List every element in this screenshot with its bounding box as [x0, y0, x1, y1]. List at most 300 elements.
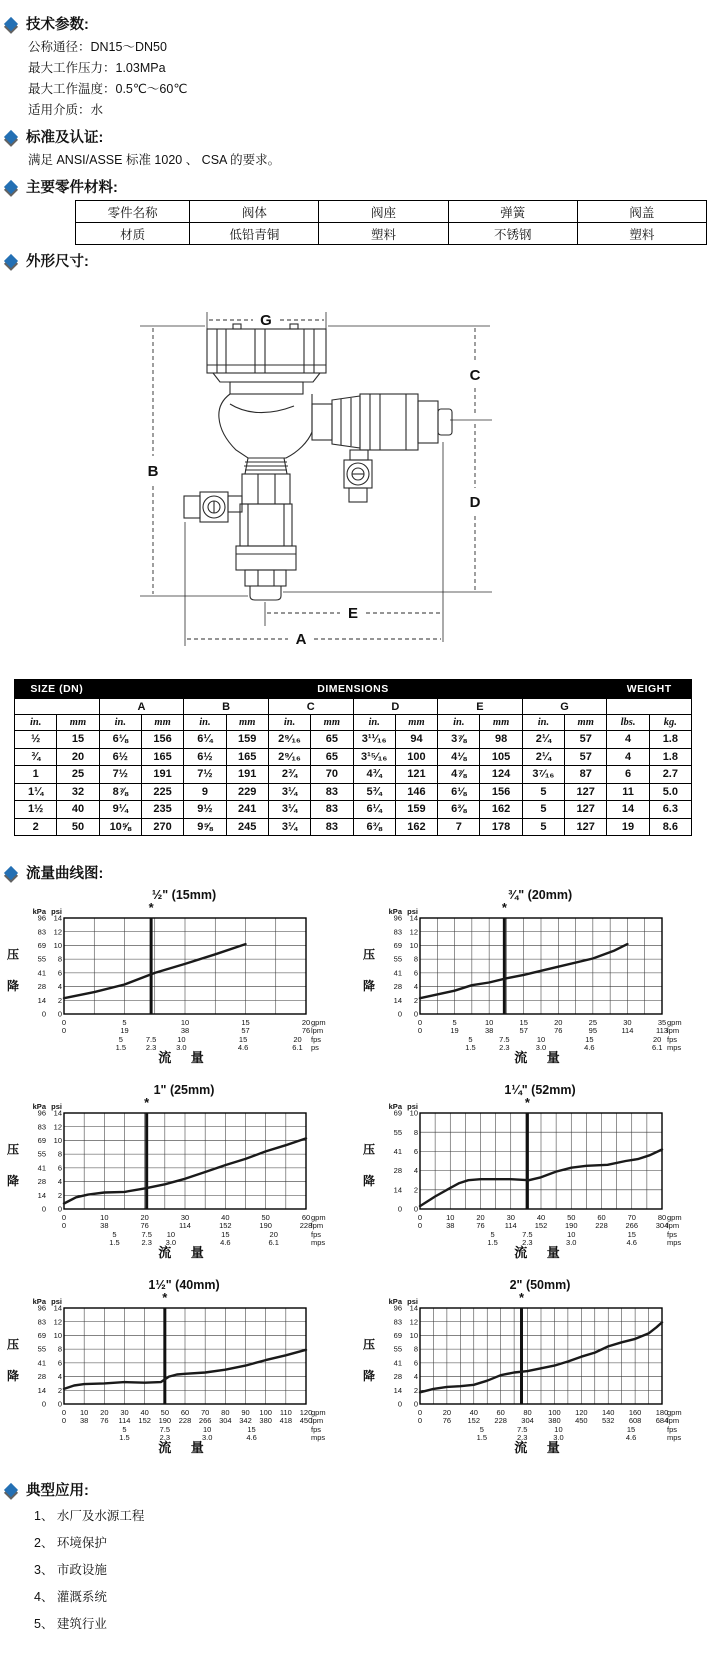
dim-table-cell: 1	[15, 766, 57, 784]
svg-text:5: 5	[468, 1035, 473, 1044]
svg-text:流 量: 流 量	[514, 1050, 568, 1065]
materials-table	[75, 200, 707, 245]
dim-table-cell: 4	[607, 748, 649, 766]
flow-charts-grid	[4, 886, 707, 1461]
svg-text:kPa: kPa	[32, 1102, 46, 1111]
svg-text:114: 114	[179, 1221, 191, 1230]
svg-text:10: 10	[484, 1018, 494, 1027]
svg-text:380: 380	[548, 1416, 561, 1425]
dim-table-cell: 121	[395, 766, 437, 784]
dim-label-d: D	[469, 494, 481, 511]
svg-text:0: 0	[61, 1213, 67, 1222]
dim-table-cell: in.	[522, 715, 564, 731]
svg-text:ps: ps	[311, 1043, 319, 1052]
svg-text:38: 38	[446, 1221, 455, 1230]
dim-table-cell: 87	[565, 766, 607, 784]
dim-table-cell: 7½	[184, 766, 226, 784]
svg-text:120: 120	[299, 1408, 313, 1417]
svg-text:76: 76	[554, 1026, 563, 1035]
chart-plot	[360, 902, 707, 1066]
svg-text:12: 12	[53, 927, 62, 937]
tech-param-line: 最大工作压力：1.03MPa	[28, 61, 166, 75]
svg-text:psi: psi	[51, 907, 62, 916]
materials-cell: 材质	[76, 223, 190, 245]
svg-text:55: 55	[37, 954, 46, 964]
dim-table-cell: 6½	[184, 748, 226, 766]
svg-text:7.5: 7.5	[145, 1035, 157, 1044]
dim-table-cell: 57	[565, 731, 607, 749]
svg-text:28: 28	[37, 982, 46, 992]
table-row	[15, 766, 692, 784]
svg-text:83: 83	[37, 1317, 46, 1327]
dim-table-cell: 94	[395, 731, 437, 749]
svg-text:2.3: 2.3	[159, 1433, 171, 1442]
svg-text:0: 0	[417, 1026, 423, 1035]
dim-table-cell: 165	[141, 748, 183, 766]
dim-table-cell: 5¾	[353, 783, 395, 801]
svg-text:7.5: 7.5	[499, 1035, 510, 1044]
svg-text:4.6: 4.6	[626, 1238, 637, 1247]
svg-text:5: 5	[112, 1230, 117, 1239]
dim-table-cell: 191	[226, 766, 268, 784]
svg-text:3.0: 3.0	[553, 1433, 564, 1442]
dim-table-cell: 245	[226, 818, 268, 836]
flow-chart-two-inch	[360, 1276, 707, 1461]
svg-text:15: 15	[627, 1230, 636, 1239]
dim-table-cell: 3⁷⁄₁₆	[522, 766, 564, 784]
dim-table-cell: in.	[99, 715, 141, 731]
dim-table-cell: 2⁹⁄₁₆	[268, 731, 310, 749]
valve-drawing-svg	[118, 274, 548, 666]
svg-text:532: 532	[601, 1416, 615, 1425]
svg-text:304: 304	[655, 1221, 669, 1230]
svg-text:76: 76	[301, 1026, 311, 1035]
svg-text:15: 15	[241, 1018, 250, 1027]
tech-param-line: 适用介质：水	[28, 103, 104, 117]
svg-text:14: 14	[409, 913, 418, 923]
svg-text:10: 10	[536, 1035, 546, 1044]
svg-text:228: 228	[299, 1221, 313, 1230]
dim-table-cell: 9¼	[99, 801, 141, 819]
svg-text:76: 76	[140, 1221, 149, 1230]
svg-text:5: 5	[452, 1018, 457, 1027]
svg-text:40: 40	[221, 1213, 230, 1222]
svg-text:38: 38	[484, 1026, 494, 1035]
dim-table-cell: in.	[268, 715, 310, 731]
svg-text:140: 140	[601, 1408, 615, 1417]
svg-text:0: 0	[417, 1416, 423, 1425]
dim-table-cell: C	[268, 699, 353, 715]
svg-text:2: 2	[57, 1385, 62, 1395]
svg-text:41: 41	[393, 1358, 402, 1368]
svg-text:4: 4	[413, 1166, 418, 1176]
svg-text:*: *	[148, 902, 154, 915]
svg-text:14: 14	[53, 913, 62, 923]
svg-text:76: 76	[100, 1416, 109, 1425]
svg-text:10: 10	[100, 1213, 109, 1222]
svg-text:7.5: 7.5	[516, 1425, 528, 1434]
svg-text:41: 41	[37, 1163, 46, 1173]
section-heading-materials	[6, 176, 707, 197]
svg-text:0: 0	[57, 1204, 62, 1214]
svg-text:6: 6	[57, 1358, 62, 1368]
materials-header-cell: 阀盖	[577, 201, 706, 223]
dim-table-cell: 2¾	[268, 766, 310, 784]
svg-text:kPa: kPa	[32, 907, 46, 916]
svg-text:8: 8	[57, 954, 62, 964]
svg-text:lpm: lpm	[311, 1416, 324, 1425]
dim-table-cell: 9½	[184, 801, 226, 819]
chart-plot	[360, 1292, 707, 1456]
svg-text:4: 4	[57, 982, 62, 992]
svg-text:15: 15	[221, 1230, 230, 1239]
svg-text:lpm: lpm	[667, 1221, 680, 1230]
svg-text:降: 降	[6, 1174, 20, 1188]
svg-text:38: 38	[79, 1416, 89, 1425]
dim-table-cell: 5	[522, 801, 564, 819]
svg-text:gpm: gpm	[311, 1018, 326, 1027]
svg-text:0: 0	[61, 1026, 67, 1035]
svg-text:69: 69	[37, 941, 46, 951]
flow-chart-one-quarter-inch	[360, 1081, 707, 1266]
dim-table-cell: 6.3	[649, 801, 691, 819]
dim-table-cell: 5	[522, 783, 564, 801]
svg-text:12: 12	[409, 1317, 418, 1327]
dim-table-cell: ¾	[15, 748, 57, 766]
svg-text:fps: fps	[311, 1230, 322, 1239]
svg-text:fps: fps	[667, 1425, 678, 1434]
svg-text:180: 180	[655, 1408, 669, 1417]
svg-text:55: 55	[37, 1149, 46, 1159]
svg-text:8: 8	[57, 1344, 62, 1354]
svg-text:228: 228	[178, 1416, 192, 1425]
svg-text:190: 190	[158, 1416, 172, 1425]
svg-text:5: 5	[122, 1018, 127, 1027]
svg-text:8: 8	[413, 1127, 418, 1137]
table-row	[15, 783, 692, 801]
svg-text:96: 96	[37, 1303, 46, 1313]
standards-body	[28, 150, 707, 171]
svg-text:6: 6	[413, 968, 418, 978]
svg-text:4.6: 4.6	[237, 1043, 249, 1052]
svg-text:5: 5	[490, 1230, 495, 1239]
svg-text:3.0: 3.0	[176, 1043, 187, 1052]
svg-text:10: 10	[53, 1136, 62, 1146]
svg-text:96: 96	[393, 1303, 402, 1313]
svg-text:80: 80	[523, 1408, 532, 1417]
svg-text:14: 14	[37, 995, 46, 1005]
svg-text:1.5: 1.5	[487, 1238, 498, 1247]
dimensions-table	[14, 679, 692, 836]
svg-text:228: 228	[494, 1416, 507, 1425]
dim-table-cell: 8.6	[649, 818, 691, 836]
dim-table-cell: mm	[480, 715, 522, 731]
dim-table-cell: 25	[57, 766, 99, 784]
dim-table-cell: 3⅞	[438, 731, 480, 749]
svg-text:*: *	[501, 902, 507, 915]
chart-title: ¾" (20mm)	[507, 888, 573, 902]
svg-text:110: 110	[279, 1408, 292, 1417]
svg-text:6: 6	[413, 1358, 418, 1368]
svg-text:83: 83	[393, 1317, 402, 1327]
diamond-bullet-icon	[4, 865, 18, 879]
dim-label-c: C	[469, 367, 481, 384]
svg-text:80: 80	[657, 1213, 667, 1222]
svg-text:20: 20	[652, 1035, 662, 1044]
svg-text:6.1: 6.1	[651, 1043, 663, 1052]
dim-table-cell: mm	[57, 715, 99, 731]
dim-table-cell	[15, 699, 100, 715]
section-title: 典型应用:	[26, 1483, 89, 1499]
svg-text:15: 15	[519, 1018, 528, 1027]
svg-text:152: 152	[467, 1416, 481, 1425]
svg-text:20: 20	[100, 1408, 109, 1417]
materials-cell: 低铅青铜	[190, 223, 319, 245]
svg-text:35: 35	[657, 1018, 667, 1027]
section-title: 流量曲线图:	[26, 866, 104, 882]
svg-text:4: 4	[413, 1372, 418, 1382]
svg-text:gpm: gpm	[667, 1408, 682, 1417]
table-row	[76, 201, 707, 223]
svg-text:10: 10	[409, 1331, 418, 1341]
svg-text:12: 12	[409, 927, 418, 937]
svg-text:4: 4	[413, 982, 418, 992]
svg-text:80: 80	[221, 1408, 230, 1417]
dim-table-cell: 14	[607, 801, 649, 819]
svg-text:6: 6	[57, 1163, 62, 1173]
svg-text:1.5: 1.5	[115, 1043, 127, 1052]
svg-text:7.5: 7.5	[141, 1230, 152, 1239]
svg-text:0: 0	[417, 1213, 423, 1222]
svg-text:41: 41	[393, 1147, 402, 1156]
svg-text:57: 57	[241, 1026, 250, 1035]
materials-header-cell: 阀体	[190, 201, 319, 223]
svg-text:mps: mps	[667, 1433, 682, 1442]
dim-table-cell: 191	[141, 766, 183, 784]
chart-plot	[360, 1097, 707, 1261]
svg-text:69: 69	[37, 1136, 46, 1146]
svg-text:kPa: kPa	[32, 1297, 46, 1306]
list-item: 5、 建筑行业	[34, 1617, 107, 1631]
svg-text:38: 38	[100, 1221, 109, 1230]
svg-text:96: 96	[37, 1108, 46, 1118]
svg-text:14: 14	[53, 1108, 62, 1118]
dim-table-cell: in.	[15, 715, 57, 731]
materials-header-cell: 阀座	[319, 201, 448, 223]
section-heading-flow-charts	[6, 862, 707, 883]
dim-table-cell: 19	[607, 818, 649, 836]
svg-text:kPa: kPa	[388, 907, 402, 916]
svg-text:14: 14	[53, 1303, 62, 1313]
list-item: 4、 灌溉系统	[34, 1590, 107, 1604]
svg-text:41: 41	[37, 968, 46, 978]
svg-text:2: 2	[57, 1190, 62, 1200]
dim-table-cell: 50	[57, 818, 99, 836]
svg-text:0: 0	[417, 1408, 423, 1417]
dim-table-cell: 162	[480, 801, 522, 819]
svg-text:190: 190	[564, 1221, 578, 1230]
standards-line: 满足 ANSI/ASSE 标准 1020 、 CSA 的要求。	[28, 153, 281, 167]
svg-text:69: 69	[393, 941, 402, 951]
svg-text:69: 69	[37, 1331, 46, 1341]
svg-text:41: 41	[37, 1358, 46, 1368]
svg-text:20: 20	[442, 1408, 452, 1417]
dim-table-cell: mm	[311, 715, 353, 731]
dim-table-cell: 57	[565, 748, 607, 766]
svg-text:4.6: 4.6	[625, 1433, 637, 1442]
dim-table-cell: 65	[311, 731, 353, 749]
svg-text:28: 28	[393, 1166, 402, 1176]
dim-table-cell: mm	[141, 715, 183, 731]
chart-plot	[4, 1097, 351, 1261]
dim-table-cell: 105	[480, 748, 522, 766]
svg-text:55: 55	[393, 1127, 402, 1137]
svg-text:*: *	[162, 1292, 168, 1305]
dim-table-cell: 3¹⁵⁄₁₆	[353, 748, 395, 766]
section-heading-standards	[6, 126, 707, 147]
svg-text:0: 0	[57, 1009, 62, 1019]
tech-params-list	[28, 37, 707, 121]
svg-text:76: 76	[442, 1416, 452, 1425]
svg-text:3.0: 3.0	[566, 1238, 577, 1247]
svg-text:10: 10	[409, 1108, 418, 1118]
svg-text:fps: fps	[667, 1230, 678, 1239]
dim-table-cell: 11	[607, 783, 649, 801]
svg-text:压: 压	[362, 1337, 376, 1352]
svg-text:psi: psi	[407, 1297, 418, 1306]
svg-text:57: 57	[519, 1026, 528, 1035]
svg-text:2: 2	[57, 995, 62, 1005]
svg-text:0: 0	[61, 1221, 67, 1230]
flow-chart-three-quarter-inch	[360, 886, 707, 1071]
dim-table-cell: 235	[141, 801, 183, 819]
svg-text:gpm: gpm	[667, 1018, 682, 1027]
svg-text:30: 30	[180, 1213, 190, 1222]
svg-text:3.0: 3.0	[201, 1433, 213, 1442]
svg-text:114: 114	[118, 1416, 131, 1425]
dim-table-cell: 3¼	[268, 783, 310, 801]
svg-text:25: 25	[588, 1018, 598, 1027]
svg-text:113: 113	[656, 1026, 668, 1035]
svg-text:fps: fps	[311, 1425, 322, 1434]
dim-table-cell: mm	[226, 715, 268, 731]
dim-table-cell: 15	[57, 731, 99, 749]
section-title: 主要零件材料:	[26, 180, 118, 196]
svg-text:20: 20	[269, 1230, 278, 1239]
dim-table-cell: 127	[565, 801, 607, 819]
svg-text:流 量: 流 量	[158, 1050, 212, 1065]
svg-text:降: 降	[362, 979, 376, 993]
dim-table-cell: E	[438, 699, 523, 715]
svg-text:mps: mps	[311, 1433, 326, 1442]
svg-text:0: 0	[397, 1204, 402, 1214]
materials-cell: 塑料	[577, 223, 706, 245]
dim-table-cell: DIMENSIONS	[99, 680, 607, 699]
dim-table-cell: 5	[522, 818, 564, 836]
dim-table-cell: 2	[15, 818, 57, 836]
svg-text:50: 50	[567, 1213, 576, 1222]
svg-text:69: 69	[393, 1108, 402, 1118]
svg-text:30: 30	[506, 1213, 515, 1222]
svg-text:50: 50	[160, 1408, 170, 1417]
svg-text:10: 10	[166, 1230, 176, 1239]
dim-table-cell: 2⁹⁄₁₆	[268, 748, 310, 766]
svg-text:69: 69	[393, 1331, 402, 1341]
dim-table-cell: 156	[141, 731, 183, 749]
section-heading-tech-params	[6, 13, 707, 34]
svg-text:152: 152	[534, 1221, 548, 1230]
dim-table-cell: 146	[395, 783, 437, 801]
dim-label-a: A	[295, 631, 307, 648]
svg-text:流 量: 流 量	[514, 1440, 568, 1455]
svg-text:120: 120	[575, 1408, 588, 1417]
svg-text:450: 450	[575, 1416, 588, 1425]
svg-text:*: *	[524, 1097, 530, 1110]
svg-text:6.1: 6.1	[292, 1043, 303, 1052]
svg-text:28: 28	[393, 1372, 402, 1382]
svg-text:40: 40	[140, 1408, 149, 1417]
svg-text:5: 5	[118, 1035, 123, 1044]
svg-text:0: 0	[61, 1416, 67, 1425]
svg-text:10: 10	[567, 1230, 576, 1239]
svg-text:*: *	[518, 1292, 525, 1305]
svg-text:3.0: 3.0	[535, 1043, 547, 1052]
svg-text:0: 0	[417, 1018, 423, 1027]
svg-text:40: 40	[536, 1213, 546, 1222]
svg-text:1.5: 1.5	[476, 1433, 488, 1442]
svg-text:5: 5	[122, 1425, 127, 1434]
svg-text:20: 20	[554, 1018, 563, 1027]
dim-table-cell: 3¼	[268, 801, 310, 819]
svg-text:kPa: kPa	[388, 1297, 402, 1306]
svg-text:304: 304	[521, 1416, 534, 1425]
svg-text:60: 60	[301, 1213, 311, 1222]
flow-chart-one-inch	[4, 1081, 360, 1266]
svg-text:28: 28	[37, 1177, 46, 1187]
dim-table-cell: 4	[607, 731, 649, 749]
dim-table-cell: 3¹¹⁄₁₆	[353, 731, 395, 749]
svg-text:10: 10	[53, 1331, 62, 1341]
svg-text:114: 114	[621, 1026, 634, 1035]
svg-text:60: 60	[597, 1213, 606, 1222]
diamond-bullet-icon	[4, 253, 18, 267]
dim-table-cell: 7	[438, 818, 480, 836]
svg-text:压: 压	[362, 1142, 376, 1157]
dim-table-cell: lbs.	[607, 715, 649, 731]
dim-table-cell: 9	[184, 783, 226, 801]
dim-table-cell: 159	[395, 801, 437, 819]
dim-table-cell: 1¼	[15, 783, 57, 801]
svg-text:0: 0	[57, 1399, 62, 1409]
dim-table-cell: mm	[565, 715, 607, 731]
svg-text:流 量: 流 量	[158, 1440, 212, 1455]
dim-table-cell: 6½	[99, 748, 141, 766]
dim-table-cell: in.	[438, 715, 480, 731]
dim-table-cell: 40	[57, 801, 99, 819]
dim-table-cell: 2¼	[522, 731, 564, 749]
dim-table-cell: SIZE (DN)	[15, 680, 100, 699]
svg-text:2.3: 2.3	[499, 1043, 510, 1052]
svg-text:96: 96	[37, 913, 46, 923]
svg-text:70: 70	[200, 1408, 210, 1417]
svg-text:psi: psi	[51, 1297, 62, 1306]
dim-table-cell: A	[99, 699, 184, 715]
chart-title: ½" (15mm)	[151, 888, 217, 902]
dim-table-cell: D	[353, 699, 438, 715]
svg-text:4: 4	[57, 1372, 62, 1382]
diamond-bullet-icon	[4, 16, 18, 30]
svg-text:15: 15	[247, 1425, 256, 1434]
